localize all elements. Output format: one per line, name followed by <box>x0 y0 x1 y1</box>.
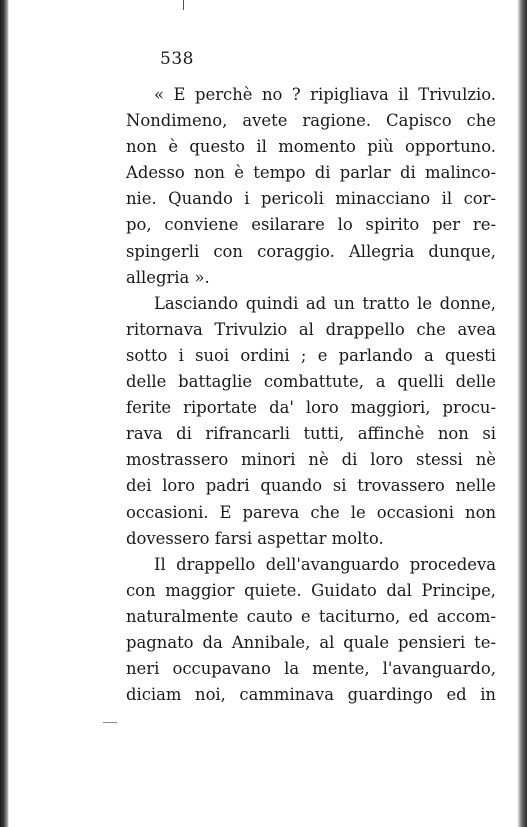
text-line: non è questo il momento più opportuno. <box>126 137 496 157</box>
margin-mark <box>103 722 117 723</box>
page-number: 538 <box>160 49 194 69</box>
text-line: diciam noi, camminava guardingo ed in <box>126 685 496 705</box>
text-line: po, conviene esilarare lo spirito per re- <box>126 215 496 235</box>
paragraph-2 <box>126 291 496 552</box>
text-line: occasioni. E pareva che le occasioni non <box>126 502 496 522</box>
body-text <box>126 82 496 708</box>
text-line: mostrassero minori nè di loro stessi nè <box>126 450 496 470</box>
text-line: Lasciando quindi ad un tratto le donne, <box>154 293 496 313</box>
text-line: Nondimeno, avete ragione. Capisco che <box>126 111 496 131</box>
text-line: Il drappello dell'avanguardo procedeva <box>154 554 496 574</box>
text-line: « E perchè no ? ripigliava il Trivulzio. <box>154 85 496 104</box>
top-margin-mark <box>183 0 184 10</box>
text-line: dei loro padri quando si trovassero nelle <box>126 476 496 496</box>
text-line: con maggior quiete. Guidato dal Principe, <box>126 580 496 600</box>
text-line: Adesso non è tempo di parlar di malinco- <box>126 163 496 183</box>
text-line: ritornava Trivulzio al drappello che avea <box>126 319 496 339</box>
page-edge-shadow <box>517 0 527 827</box>
text-line: naturalmente cauto e taciturno, ed accom- <box>126 606 496 626</box>
text-line: pagnato da Annibale, al quale pensieri te- <box>126 632 496 652</box>
text-line: sotto i suoi ordini ; e parlando a questi <box>126 345 496 365</box>
text-line: ferite riportate da' loro maggiori, procu- <box>126 398 496 418</box>
text-line: rava di rifrancarli tutti, affinchè non si <box>126 424 496 444</box>
text-line: delle battaglie combattute, a quelli delle <box>126 372 496 392</box>
paragraph-1 <box>126 82 496 291</box>
text-line: dovessero farsi aspettar molto. <box>126 528 384 548</box>
paragraph-3 <box>126 552 496 709</box>
text-line: neri occupavano la mente, l'avanguardo, <box>126 659 496 679</box>
text-line: spingerli con coraggio. Allegria dunque, <box>126 241 496 261</box>
book-binding-shadow <box>0 0 9 827</box>
text-line: nie. Quando i pericoli minacciano il cor- <box>126 189 496 209</box>
text-line: allegria ». <box>126 267 210 287</box>
